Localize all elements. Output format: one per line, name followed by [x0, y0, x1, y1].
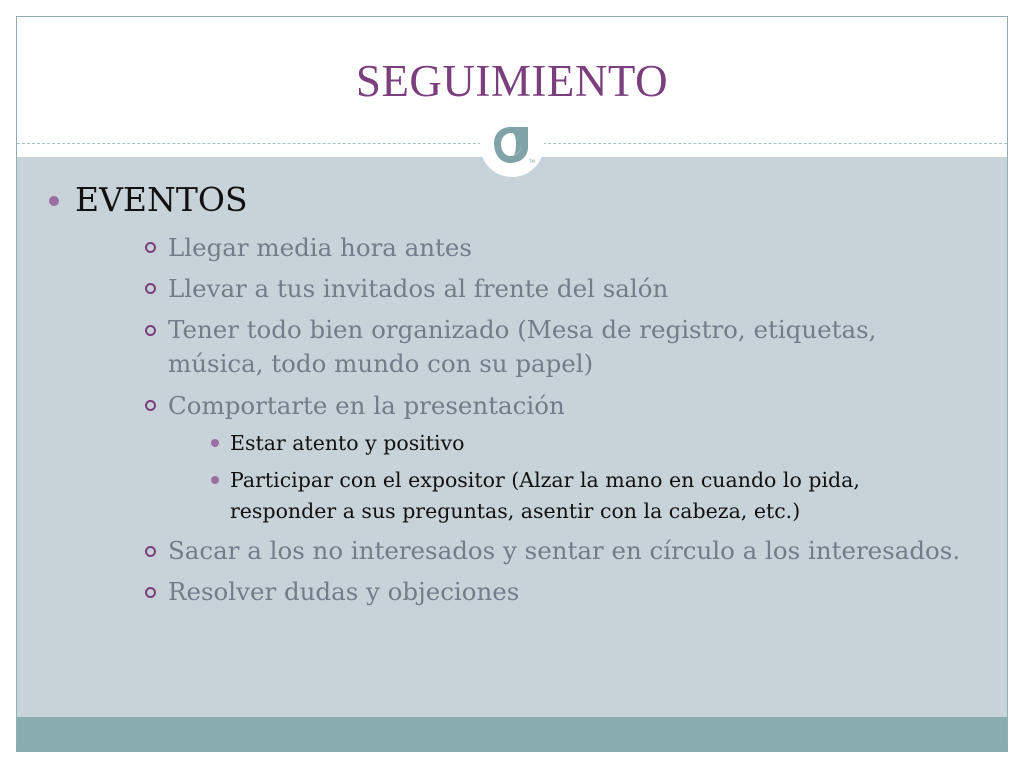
list-item: Llegar media hora antes	[168, 233, 472, 262]
bullet-dot-icon	[49, 196, 59, 206]
list-item: Llevar a tus invitados al frente del salón	[168, 274, 669, 303]
footer-band	[17, 717, 1007, 751]
list-item-continuation: música, todo mundo con su papel)	[168, 349, 594, 378]
ring-bullet-icon	[145, 325, 156, 336]
heading-bullet: EVENTOS	[75, 180, 248, 219]
content-area	[17, 157, 1007, 717]
ring-bullet-icon	[145, 242, 156, 253]
sub-list-item-continuation: responder a sus preguntas, asentir con la cabeza, etc.)	[230, 499, 801, 523]
sub-bullet-dot-icon	[211, 476, 219, 484]
svg-text:TM: TM	[529, 159, 535, 164]
ring-bullet-icon	[145, 546, 156, 557]
leaf-circle-logo-icon	[480, 113, 544, 177]
list-item: Comportarte en la presentación	[168, 391, 565, 420]
ring-bullet-icon	[145, 283, 156, 294]
list-item: Tener todo bien organizado (Mesa de registro, etiquetas,	[168, 315, 877, 344]
slide	[16, 16, 1008, 752]
sub-list-item: Participar con el expositor (Alzar la mano en cuando lo pida,	[230, 468, 860, 492]
list-item: Resolver dudas y objeciones	[168, 577, 520, 606]
ring-bullet-icon	[145, 400, 156, 411]
sub-bullet-dot-icon	[211, 439, 219, 447]
list-item: Sacar a los no interesados y sentar en círculo a los interesados.	[168, 536, 961, 565]
ring-bullet-icon	[145, 587, 156, 598]
sub-list-item: Estar atento y positivo	[230, 431, 465, 455]
slide-title: SEGUIMIENTO	[355, 56, 669, 106]
